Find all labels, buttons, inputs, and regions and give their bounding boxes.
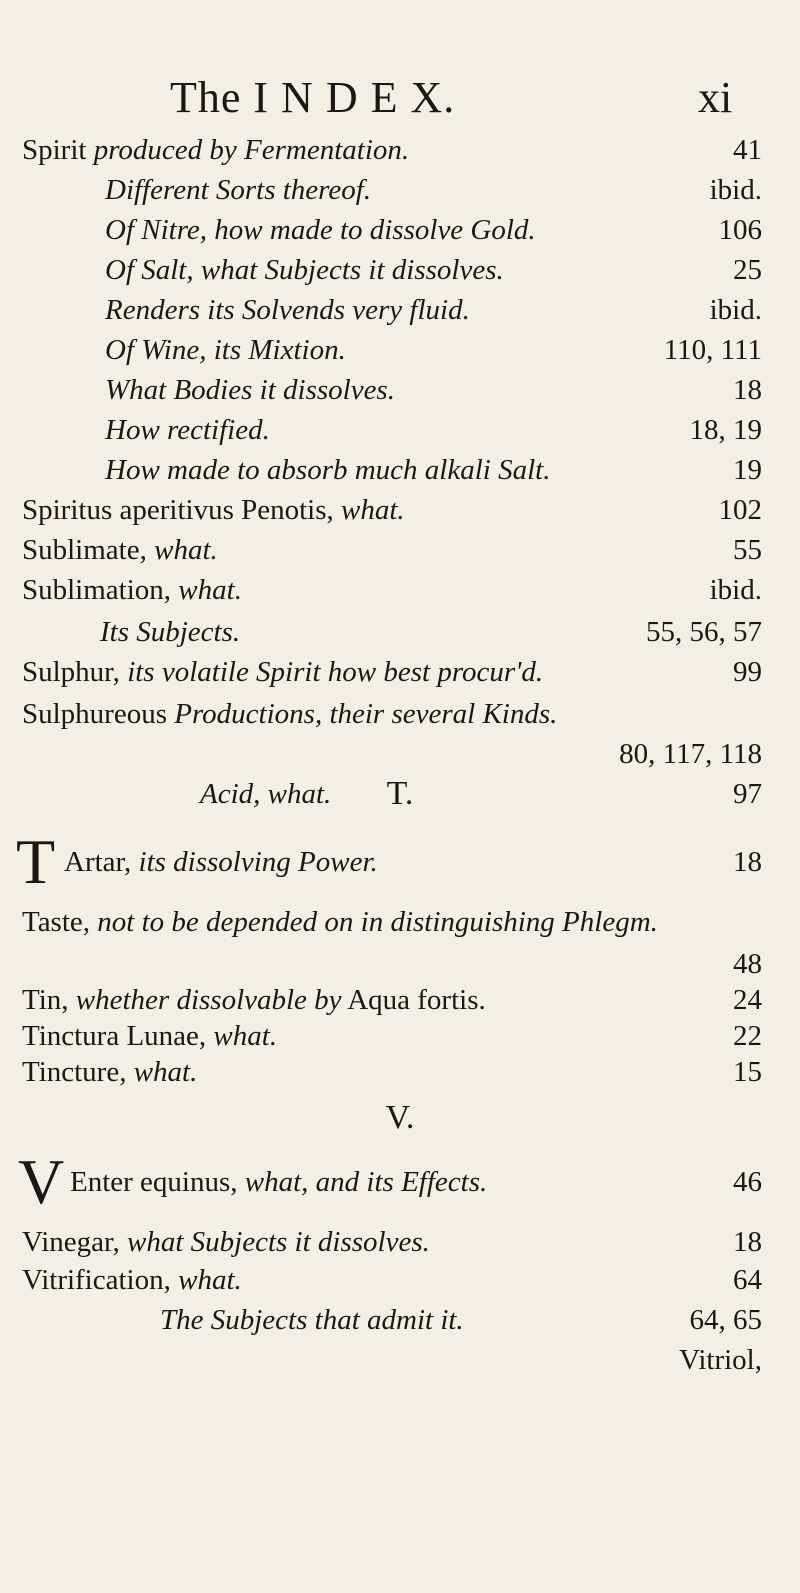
entry-term: Sulphur, bbox=[22, 656, 128, 688]
index-entry bbox=[0, 734, 800, 774]
entry-gloss: Its Subjects. bbox=[100, 616, 241, 648]
index-entry bbox=[0, 1016, 800, 1056]
entry-text bbox=[105, 410, 270, 450]
index-entry bbox=[0, 370, 800, 410]
page-reference: 64 bbox=[733, 1264, 762, 1296]
page-reference: ibid. bbox=[709, 174, 762, 206]
entry-gloss: what. bbox=[213, 1020, 278, 1052]
page-reference: 64, 65 bbox=[689, 1304, 762, 1336]
entry-text bbox=[64, 842, 378, 882]
page-reference: 102 bbox=[718, 494, 762, 526]
index-entry bbox=[0, 1300, 800, 1340]
page-reference: 97 bbox=[733, 778, 762, 810]
page-number: xi bbox=[698, 73, 733, 122]
entry-term: Spiritus aperitivus Penotis, bbox=[22, 494, 341, 526]
index-entry bbox=[0, 210, 800, 250]
index-entry bbox=[0, 1222, 800, 1262]
entry-gloss: Productions, their several Kinds. bbox=[174, 698, 558, 730]
entry-text bbox=[22, 570, 242, 610]
page-header bbox=[0, 72, 800, 122]
entry-text bbox=[22, 1052, 197, 1092]
entry-text bbox=[22, 130, 409, 170]
index-entry bbox=[0, 330, 800, 370]
entry-gloss: whether dissolvable by bbox=[75, 984, 342, 1016]
entry-term: Spirit bbox=[22, 134, 94, 166]
index-entry bbox=[0, 694, 800, 734]
entry-gloss: what. bbox=[178, 1264, 242, 1296]
page-reference: 48 bbox=[733, 948, 762, 980]
entry-gloss: What Bodies it dissolves. bbox=[105, 374, 395, 406]
entry-term: Sublimation, bbox=[22, 574, 179, 606]
index-entry bbox=[0, 902, 800, 942]
page-reference: 18, 19 bbox=[689, 414, 762, 446]
entry-term: Vinegar, bbox=[22, 1226, 127, 1258]
index-entry bbox=[0, 170, 800, 210]
page-reference: 106 bbox=[718, 214, 762, 246]
entry-term: Sublimate, bbox=[22, 534, 155, 566]
page-reference: 15 bbox=[733, 1056, 762, 1088]
entry-text bbox=[105, 290, 470, 330]
entry-text bbox=[105, 250, 504, 290]
index-entry bbox=[0, 290, 800, 330]
page-reference: ibid. bbox=[709, 574, 762, 606]
entry-term: Tinctura Lunae, bbox=[22, 1020, 214, 1052]
entry-text bbox=[22, 530, 218, 570]
index-entry bbox=[0, 530, 800, 570]
page-reference: 55, 56, 57 bbox=[646, 616, 762, 648]
entry-text bbox=[22, 1260, 242, 1300]
entry-text bbox=[105, 450, 550, 490]
page-reference: 18 bbox=[733, 846, 762, 878]
entry-gloss: produced by Fermentation. bbox=[93, 134, 410, 166]
initial-letter: T bbox=[16, 826, 56, 897]
entry-term: Vitrification, bbox=[22, 1264, 179, 1296]
index-entry bbox=[0, 652, 800, 692]
page-reference: 55 bbox=[733, 534, 762, 566]
entry-term: Artar, bbox=[64, 846, 139, 878]
index-entry bbox=[0, 1260, 800, 1300]
entry-gloss: its volatile Spirit how best procur'd. bbox=[127, 656, 544, 688]
entry-gloss: Acid, what. bbox=[200, 778, 332, 810]
entry-gloss: not to be depended on in distinguishing Phlegm. bbox=[97, 906, 658, 938]
index-entry bbox=[0, 944, 800, 984]
page-reference: 19 bbox=[733, 454, 762, 486]
entry-term: Enter equinus, bbox=[70, 1166, 245, 1198]
page-reference: 18 bbox=[733, 374, 762, 406]
page-reference: 18 bbox=[733, 1226, 762, 1258]
section-heading-v: V. bbox=[385, 1099, 415, 1136]
catchword bbox=[0, 1340, 800, 1380]
entry-gloss: Of Salt, what Subjects it dissolves. bbox=[105, 254, 504, 286]
entry-text bbox=[105, 170, 371, 210]
page-reference: 80, 117, 118 bbox=[619, 738, 762, 770]
entry-gloss: Different Sorts thereof. bbox=[105, 174, 372, 206]
entry-term: Tincture, bbox=[22, 1056, 134, 1088]
entry-text bbox=[22, 652, 543, 692]
entry-text bbox=[22, 980, 486, 1020]
index-entry bbox=[0, 1052, 800, 1092]
page-reference: 25 bbox=[733, 254, 762, 286]
entry-gloss: How rectified. bbox=[105, 414, 270, 446]
entry-gloss: what, and its Effects. bbox=[244, 1166, 488, 1198]
section-heading-t: T. bbox=[386, 775, 414, 812]
entry-gloss: The Subjects that admit it. bbox=[160, 1304, 464, 1336]
entry-text bbox=[100, 612, 240, 652]
index-entry bbox=[0, 410, 800, 450]
entry-text bbox=[22, 490, 405, 530]
entry-text bbox=[105, 370, 395, 410]
page-reference: 99 bbox=[733, 656, 762, 688]
entry-text bbox=[22, 1016, 277, 1056]
entry-term: Sulphureous bbox=[22, 698, 175, 730]
initial-letter: V bbox=[18, 1146, 65, 1217]
catchword-text: Vitriol, bbox=[679, 1344, 762, 1376]
entry-gloss: Of Wine, its Mixtion. bbox=[105, 334, 346, 366]
index-entry bbox=[0, 250, 800, 290]
entry-gloss: How made to absorb much alkali Salt. bbox=[105, 454, 551, 486]
entry-text bbox=[105, 210, 536, 250]
entry-gloss: what. bbox=[341, 494, 405, 526]
entry-gloss: its dissolving Power. bbox=[138, 846, 378, 878]
entry-text bbox=[70, 1162, 487, 1202]
page-reference: 41 bbox=[733, 134, 762, 166]
entry-text bbox=[22, 1222, 430, 1262]
page-reference: 24 bbox=[733, 984, 762, 1016]
page-reference: 110, 111 bbox=[663, 334, 762, 366]
entry-text bbox=[22, 694, 557, 734]
entry-gloss: what. bbox=[133, 1056, 198, 1088]
index-entry bbox=[0, 1162, 800, 1202]
page-reference: 46 bbox=[733, 1166, 762, 1198]
index-entry bbox=[0, 612, 800, 652]
entry-gloss: Of Nitre, how made to dissolve Gold. bbox=[105, 214, 536, 246]
entry-gloss: Renders its Solvends very fluid. bbox=[105, 294, 470, 326]
index-entry bbox=[0, 842, 800, 882]
index-entry bbox=[0, 450, 800, 490]
page-reference: 22 bbox=[733, 1020, 762, 1052]
index-entry bbox=[0, 570, 800, 610]
index-entry bbox=[0, 980, 800, 1020]
index-entry bbox=[0, 130, 800, 170]
entry-text bbox=[22, 902, 658, 942]
entry-gloss: what. bbox=[178, 574, 242, 606]
entry-term-tail: Aqua fortis. bbox=[341, 984, 486, 1016]
entry-gloss: what Subjects it dissolves. bbox=[127, 1226, 430, 1258]
entry-gloss: what. bbox=[154, 534, 218, 566]
entry-term: Tin, bbox=[22, 984, 76, 1016]
entry-term: Taste, bbox=[22, 906, 98, 938]
running-title: The I N D E X. bbox=[170, 73, 456, 122]
index-entry bbox=[0, 490, 800, 530]
entry-text bbox=[160, 1300, 464, 1340]
page-reference: ibid. bbox=[709, 294, 762, 326]
entry-text bbox=[105, 330, 346, 370]
